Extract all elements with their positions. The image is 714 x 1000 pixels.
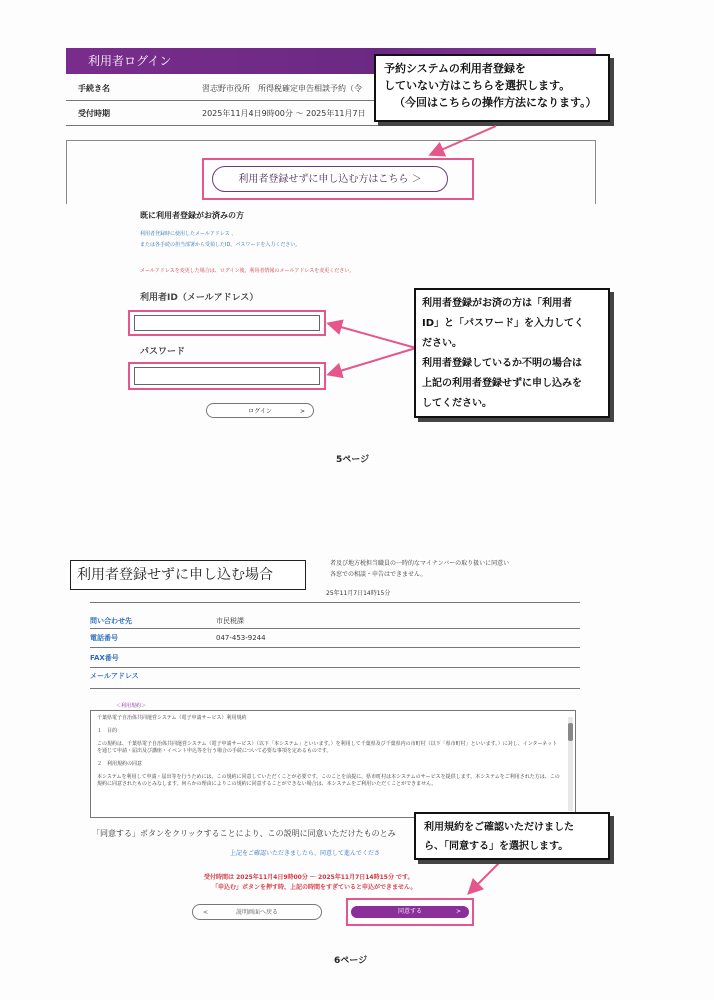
terms-heading: ＜利用規約＞ [116, 703, 147, 709]
red-note: メールアドレスを変更した場合は、ログイン後、利用者情報のメールアドレスを変更ください。 [140, 268, 355, 274]
contact-value: 市民税課 [216, 617, 244, 625]
agree-button[interactable] [351, 906, 469, 918]
callout-line: 予約システムの利用者登録を [384, 62, 526, 75]
id-label: 利用者ID（メールアドレス） [140, 293, 259, 303]
callout-line: ださい。 [422, 338, 462, 349]
callout-line: ら、「同意する」を選択します。 [424, 841, 569, 852]
phone-row [90, 628, 580, 648]
email-row [90, 666, 580, 686]
terms-title: 千葉県電子自治体共同運営システム（電子申請サービス）利用規約 [97, 715, 247, 721]
callout-line: していない方はこちらを選択します。 [384, 79, 571, 92]
login-button-label: ログイン [248, 408, 272, 415]
terms-section: １ 目的 [97, 728, 118, 734]
terms-paragraph: 本システムを利用して申請・届出等を行うためには、この規約に同意していただくことが必要です。このことを前提に、県市町村は本システムのサービスを提供します。本システムをご利用された方は、この規約に同意されたものとみなします。何らかの理由によりこの規約に同意することができない場合は、本システムをご利用いただくことができません。 [97, 774, 560, 787]
agree-button-label: 同意する [397, 908, 422, 915]
phone-label: 電話番号 [90, 634, 118, 642]
procedure-label: 手続き名 [78, 84, 110, 93]
header-text: 者及び地方税担当職員の一時的なマイナンバーの取り扱いに同意い [330, 560, 510, 567]
procedure-value: 習志野市役所 所得税確定申告相談予約（令 [202, 84, 362, 93]
header-date: 25年11月7日14時15分 [326, 590, 391, 597]
login-button[interactable] [206, 403, 314, 418]
divider [90, 688, 580, 689]
chevron-right-icon: > [455, 908, 461, 915]
period-value: 2025年11月4日9時00分 ～ 2025年11月7日 [202, 109, 366, 118]
password-input[interactable] [134, 367, 320, 385]
login-section-title: 既に利用者登録がお済みの方 [140, 211, 244, 220]
blue-note: または各手続の担当部署から受領したID、パスワードを入力ください。 [140, 242, 301, 248]
password-label: パスワード [140, 347, 186, 357]
terms-scrollbox[interactable] [90, 710, 576, 818]
login-header: 利用者ログイン [66, 48, 596, 74]
confirm-text: 上記をご確認いただきましたら、同意して進んでくださ [230, 850, 381, 857]
callout-right [414, 288, 610, 418]
page6-title-label: 利用者登録せずに申し込む場合 [70, 560, 306, 590]
password-field[interactable] [128, 362, 326, 390]
chevron-left-icon: < [203, 909, 209, 916]
deadline-text: 受付時間は 2025年11月4日9時00分 ～ 2025年11月7日14時15分 です。 [204, 874, 414, 881]
divider [90, 602, 580, 603]
deadline-text: 「申込む」ボタンを押す時、上記の時間をすぎていると申込ができません。 [212, 884, 417, 891]
back-to-description-button[interactable] [192, 904, 322, 920]
register-without-account-button[interactable]: 利用者登録せずに申し込む方はこちら ＞ [212, 166, 448, 192]
fax-row [90, 648, 580, 668]
callout-line: 利用者登録がお済の方は「利用者 [422, 298, 572, 309]
id-field[interactable] [128, 310, 326, 336]
email-label: メールアドレス [90, 672, 139, 680]
phone-value: 047-453-9244 [216, 634, 266, 642]
page-number: 6ページ [334, 956, 368, 966]
page-number: 5ページ [336, 455, 370, 465]
callout-line: 利用規約をご確認いただけました [424, 822, 574, 833]
header-text: 各窓での相談・申告はできません。 [330, 571, 427, 578]
blue-note: 利用者登録時に使用したメールアドレス 、 [140, 231, 237, 237]
scroll-thumb[interactable] [568, 723, 573, 741]
back-button-label: 説明画面へ戻る [235, 909, 278, 916]
fax-label: FAX番号 [90, 654, 119, 662]
callout-line: してください。 [422, 398, 492, 409]
callout-line: （今回はこちらの操作方法になります。） [394, 96, 597, 109]
agree-instruction: 「同意する」ボタンをクリックすることにより、この説明に同意いただけたものとみ [92, 829, 396, 838]
callout-line: 利用者登録しているか不明の場合は [422, 358, 582, 369]
agree-highlight [346, 898, 474, 926]
callout-line: ID」と「パスワード」を入力してく [422, 318, 585, 329]
terms-section: ２ 利用規約の同意 [97, 761, 143, 767]
callout-line: 上記の利用者登録せずに申し込みを [422, 378, 582, 389]
period-label: 受付時期 [78, 109, 110, 118]
id-input[interactable] [134, 315, 320, 331]
callout-agree [414, 812, 610, 860]
terms-paragraph: この規約は、千葉県電子自治体共同運営システム（電子申請サービス）（以下「本システム」といいます。）を利用して千葉県及び千葉県内の市町村（以下「県市町村」といいます。）に対し、インターネットを通じて申請・届出及び講座・イベント申込等を行う場合の手続について必要な事項を定めるものです。 [97, 741, 558, 754]
chevron-right-icon: > [299, 408, 305, 415]
contact-label: 問い合わせ先 [90, 617, 132, 625]
